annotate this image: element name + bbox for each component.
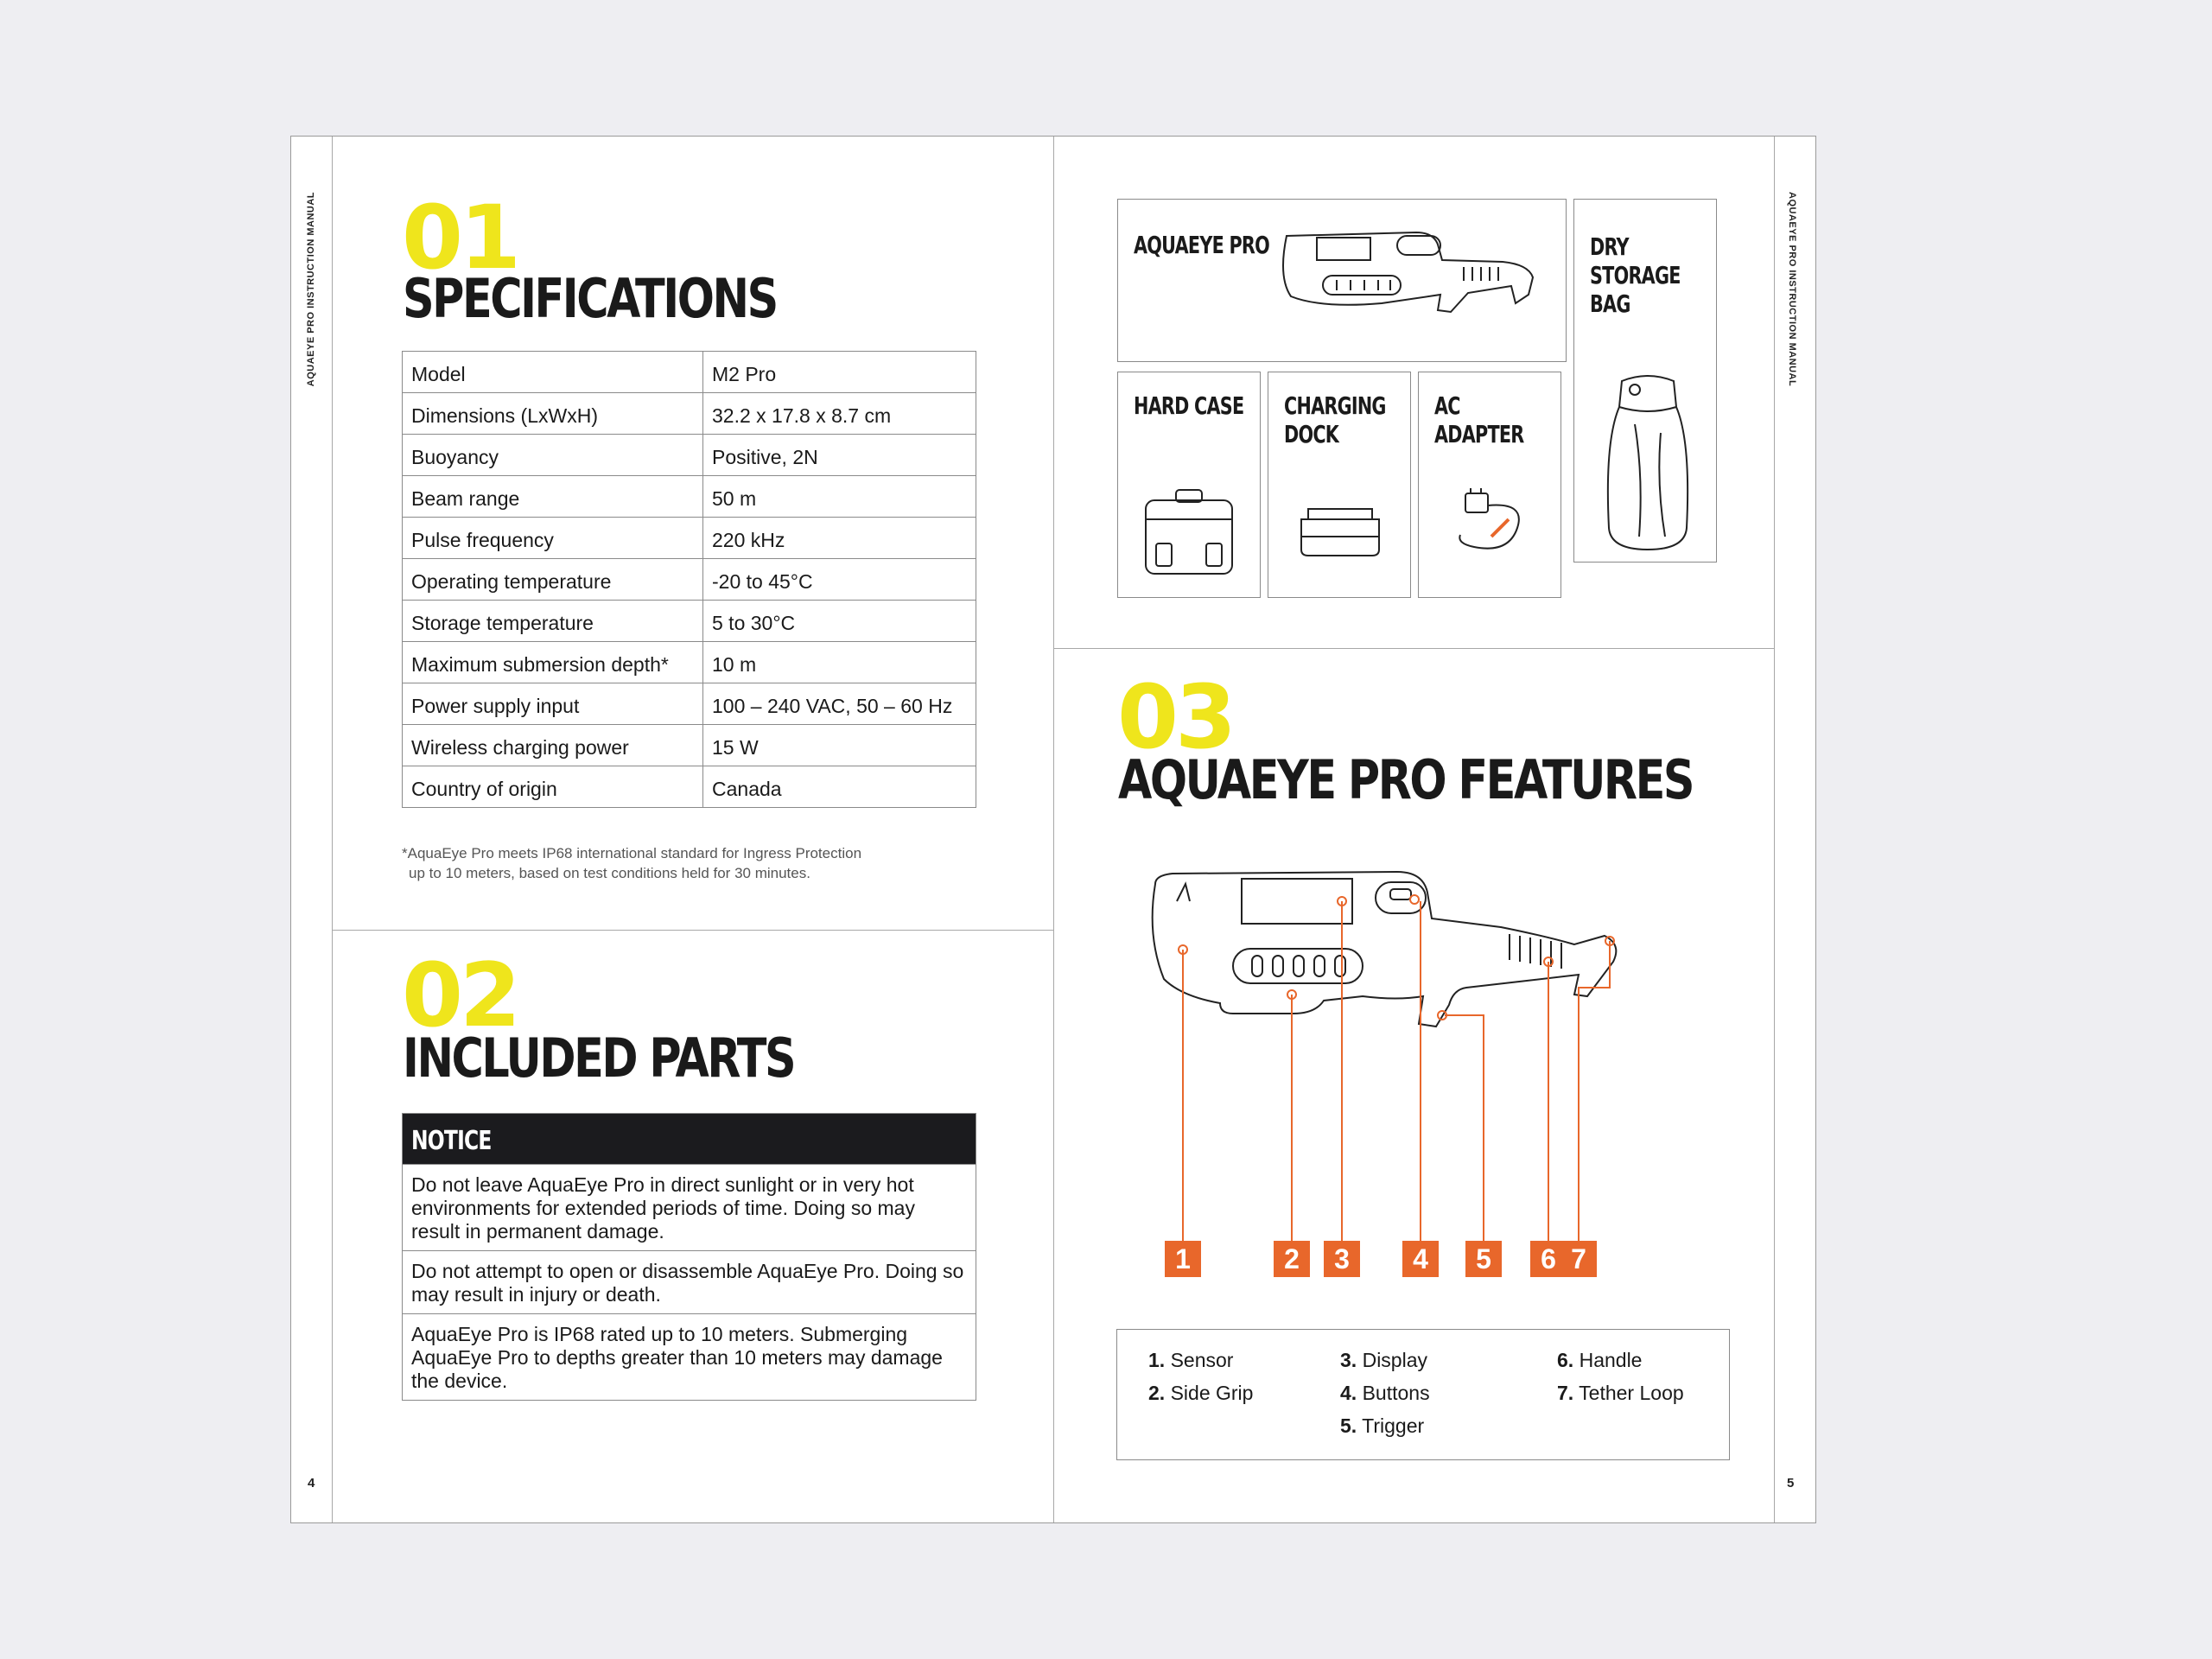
notice-item-2: Do not attempt to open or disassemble AquaEye Pro. Doing so may result in injury or death.	[403, 1250, 976, 1313]
center-fold-rule	[1053, 137, 1054, 1522]
legend-item-7: 7. Tether Loop	[1557, 1382, 1684, 1404]
footnote-line-1: *AquaEye Pro meets IP68 international standard for Ingress Protection	[402, 845, 862, 861]
spec-value: 50 m	[703, 476, 976, 518]
spec-label: Model	[403, 352, 703, 393]
spec-value: Positive, 2N	[703, 435, 976, 476]
specifications-heading: SPECIFICATIONS	[403, 267, 777, 330]
ac-adapter-label-line-2: ADAPTER	[1434, 420, 1524, 448]
dry-bag-illustration	[1600, 372, 1695, 554]
specifications-table	[402, 351, 976, 808]
spec-value: 100 – 240 VAC, 50 – 60 Hz	[703, 683, 976, 725]
section-number-03: 03	[1117, 666, 1233, 769]
spec-row	[403, 559, 976, 601]
spec-value: -20 to 45°C	[703, 559, 976, 601]
spec-row	[403, 601, 976, 642]
spec-row	[403, 435, 976, 476]
spec-label: Country of origin	[403, 766, 703, 808]
spec-row	[403, 642, 976, 683]
spec-value: Canada	[703, 766, 976, 808]
dry-bag-label-line-1: DRY	[1590, 232, 1629, 261]
features-heading: AQUAEYE PRO FEATURES	[1118, 748, 1694, 811]
page-number-left: 4	[308, 1476, 315, 1491]
notice-box	[402, 1113, 976, 1401]
right-margin-rule	[1774, 137, 1775, 1522]
manual-spread	[290, 136, 1816, 1523]
callout-2: 2	[1274, 1241, 1310, 1277]
charging-dock-illustration	[1293, 502, 1388, 563]
left-margin-rule	[332, 137, 333, 1522]
callout-1: 1	[1165, 1241, 1201, 1277]
charging-dock-label-line-2: DOCK	[1284, 420, 1339, 448]
part-label-charging-dock	[1284, 391, 1386, 448]
included-parts-heading: INCLUDED PARTS	[403, 1027, 795, 1090]
legend-item-2: 2. Side Grip	[1148, 1382, 1254, 1404]
spec-value: 220 kHz	[703, 518, 976, 559]
side-title-left: AQUAEYE PRO INSTRUCTION MANUAL	[306, 192, 316, 387]
specifications-footnote	[402, 843, 955, 883]
left-section-divider	[332, 930, 1053, 931]
part-box-aquaeye-pro	[1117, 199, 1567, 362]
section-number-01: 01	[402, 187, 518, 289]
aquaeye-pro-diagram	[1138, 867, 1700, 1091]
notice-title: NOTICE	[411, 1126, 492, 1156]
spec-label: Operating temperature	[403, 559, 703, 601]
part-box-dry-storage-bag	[1573, 199, 1717, 563]
charging-dock-label-line-1: CHARGING	[1284, 391, 1386, 420]
dry-bag-label-line-2: STORAGE	[1590, 261, 1681, 289]
legend-item-5: 5. Trigger	[1340, 1414, 1425, 1437]
page-number-right: 5	[1787, 1476, 1795, 1491]
spec-label: Maximum submersion depth*	[403, 642, 703, 683]
spec-label: Power supply input	[403, 683, 703, 725]
spec-value: 10 m	[703, 642, 976, 683]
legend-item-6: 6. Handle	[1557, 1349, 1643, 1371]
spec-label: Wireless charging power	[403, 725, 703, 766]
hard-case-illustration	[1137, 485, 1241, 580]
callout-7: 7	[1560, 1241, 1597, 1277]
notice-header	[403, 1114, 976, 1164]
aquaeye-pro-small-illustration	[1269, 226, 1554, 329]
spec-row	[403, 766, 976, 808]
part-label-hard-case: HARD CASE	[1134, 391, 1244, 420]
callout-4: 4	[1402, 1241, 1439, 1277]
spec-row	[403, 683, 976, 725]
spec-value: 32.2 x 17.8 x 8.7 cm	[703, 393, 976, 435]
part-box-ac-adapter	[1418, 372, 1561, 598]
spec-row	[403, 352, 976, 393]
spec-value: 15 W	[703, 725, 976, 766]
part-label-dry-storage-bag	[1590, 232, 1681, 318]
ac-adapter-label-line-1: AC	[1434, 391, 1460, 420]
spec-value: 5 to 30°C	[703, 601, 976, 642]
part-box-hard-case	[1117, 372, 1261, 598]
spec-row	[403, 393, 976, 435]
part-label-ac-adapter	[1434, 391, 1524, 448]
part-label-aquaeye-pro: AQUAEYE PRO	[1134, 231, 1270, 259]
section-number-02: 02	[402, 944, 518, 1047]
legend-item-4: 4. Buttons	[1340, 1382, 1430, 1404]
side-title-right: AQUAEYE PRO INSTRUCTION MANUAL	[1787, 192, 1797, 387]
callout-6: 6	[1530, 1241, 1567, 1277]
footnote-line-2: up to 10 meters, based on test conditions held for 30 minutes.	[409, 865, 810, 881]
spec-row	[403, 725, 976, 766]
right-section-divider	[1053, 648, 1774, 649]
spec-label: Pulse frequency	[403, 518, 703, 559]
spec-row	[403, 476, 976, 518]
spec-label: Beam range	[403, 476, 703, 518]
dry-bag-label-line-3: BAG	[1590, 289, 1630, 318]
legend-item-3: 3. Display	[1340, 1349, 1427, 1371]
ac-adapter-illustration	[1448, 485, 1543, 571]
legend-item-1: 1. Sensor	[1148, 1349, 1234, 1371]
spec-label: Dimensions (LxWxH)	[403, 393, 703, 435]
spec-label: Buoyancy	[403, 435, 703, 476]
notice-item-1: Do not leave AquaEye Pro in direct sunlight or in very hot environments for extended periods of time. Doing so may result in permanent damage.	[403, 1164, 976, 1250]
callout-5: 5	[1465, 1241, 1502, 1277]
notice-item-3: AquaEye Pro is IP68 rated up to 10 meters. Submerging AquaEye Pro to depths greater than 10 meters may damage the device.	[403, 1313, 976, 1400]
callout-3: 3	[1324, 1241, 1360, 1277]
part-box-charging-dock	[1268, 372, 1411, 598]
spec-value: M2 Pro	[703, 352, 976, 393]
spec-label: Storage temperature	[403, 601, 703, 642]
spec-row	[403, 518, 976, 559]
features-legend	[1116, 1329, 1730, 1460]
